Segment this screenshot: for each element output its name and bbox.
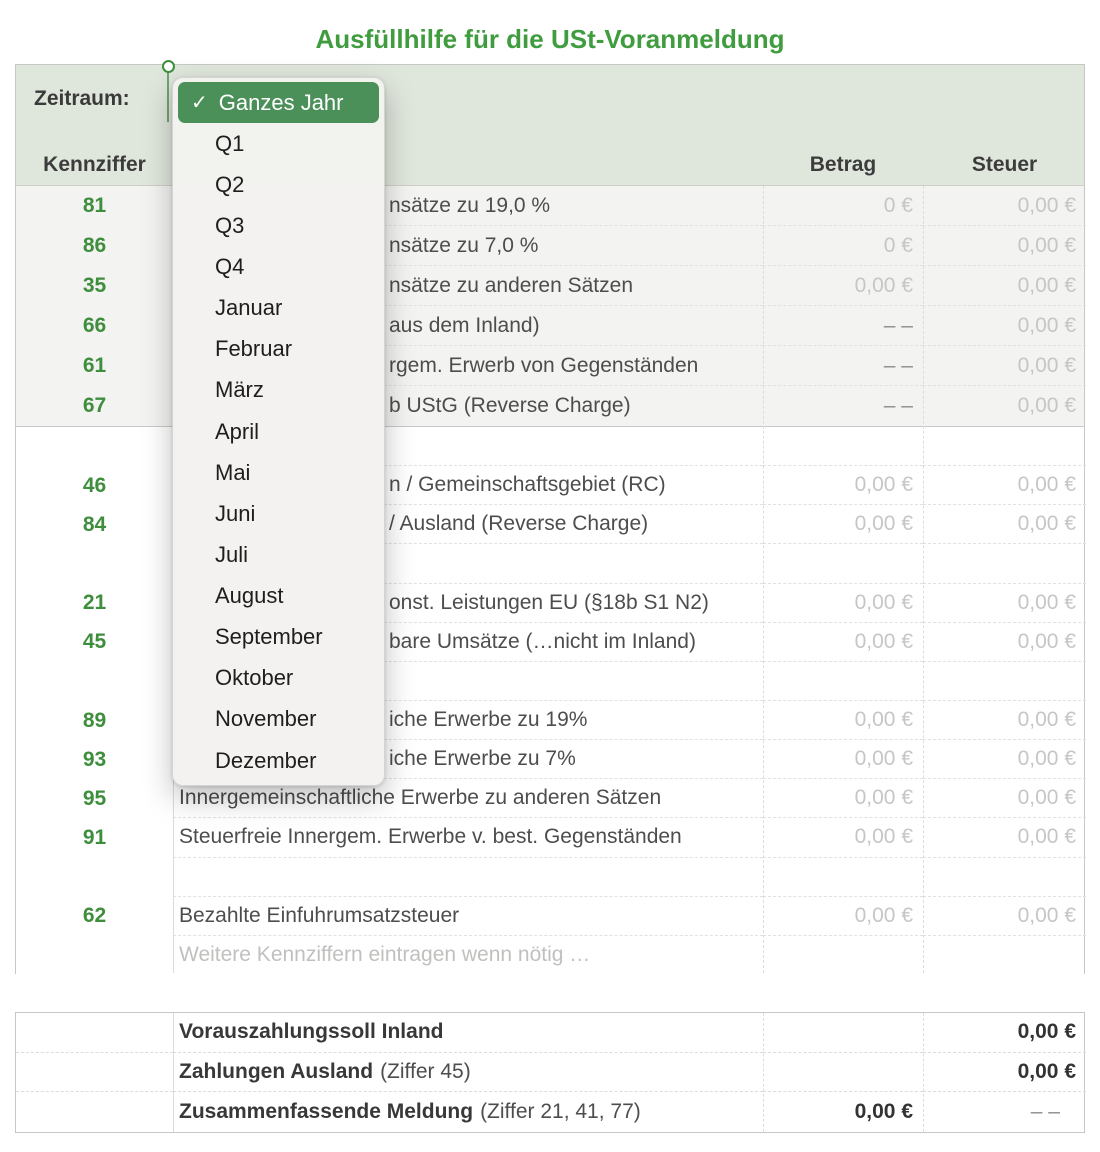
kennziffer-cell[interactable]: 86 — [82, 234, 107, 257]
summary-betrag-cell[interactable] — [763, 1053, 923, 1093]
menu-item-märz[interactable] — [173, 370, 384, 411]
betrag-cell[interactable] — [763, 936, 923, 975]
kennziffer-cell[interactable]: 35 — [82, 274, 107, 297]
betrag-cell[interactable]: – – — [763, 346, 923, 386]
kennziffer-cell[interactable]: 89 — [82, 708, 107, 732]
checkmark-icon: ✓ — [191, 92, 208, 115]
column-header-kennziffer: Kennziffer — [43, 153, 146, 176]
column-header-betrag: Betrag — [809, 153, 877, 176]
menu-item-label: September — [215, 624, 323, 650]
cell-selection-handle[interactable] — [162, 60, 175, 73]
betrag-cell[interactable]: 0,00 € — [763, 505, 923, 544]
menu-item-oktober[interactable] — [173, 658, 384, 699]
menu-item-q1[interactable] — [173, 123, 384, 164]
menu-item-label: April — [215, 418, 260, 444]
description-cell[interactable]: bare Umsätze (…nicht im Inland) — [173, 623, 763, 662]
betrag-cell[interactable]: 0,00 € — [763, 623, 923, 662]
description-cell[interactable]: n / Gemeinschaftsgebiet (RC) — [173, 466, 763, 505]
description-cell[interactable]: / Ausland (Reverse Charge) — [173, 505, 763, 544]
kennziffer-cell[interactable]: 93 — [82, 747, 107, 771]
kennziffer-cell[interactable] — [16, 544, 173, 583]
steuer-cell[interactable]: 0,00 € — [923, 701, 1086, 740]
menu-item-q3[interactable] — [173, 205, 384, 246]
summary-betrag-cell[interactable]: 0,00 € — [854, 1100, 913, 1124]
menu-item-august[interactable] — [173, 576, 384, 617]
menu-item-juli[interactable] — [173, 534, 384, 575]
steuer-cell[interactable]: 0,00 € — [923, 226, 1086, 266]
summary-label-bold: Zusammenfassende Meldung — [179, 1100, 474, 1124]
kennziffer-cell[interactable]: 46 — [82, 473, 107, 497]
steuer-cell[interactable]: 0,00 € — [923, 266, 1086, 306]
steuer-cell[interactable] — [923, 662, 1086, 701]
empty-cell[interactable] — [16, 1092, 173, 1132]
steuer-cell[interactable]: 0,00 € — [923, 466, 1086, 505]
menu-item-september[interactable] — [173, 617, 384, 658]
menu-item-label: Q1 — [215, 130, 245, 156]
menu-item-label: Oktober — [215, 665, 294, 691]
selected-cell-border — [167, 66, 169, 122]
steuer-cell[interactable] — [923, 427, 1086, 466]
menu-item-label: November — [215, 706, 317, 732]
menu-item-ganzes-jahr[interactable] — [178, 82, 379, 123]
menu-item-label: Juli — [215, 541, 249, 567]
betrag-cell[interactable]: 0,00 € — [763, 897, 923, 936]
betrag-cell[interactable] — [763, 858, 923, 897]
menu-item-label: Q4 — [215, 254, 245, 280]
column-divider — [763, 1013, 764, 1132]
betrag-cell[interactable]: 0 € — [763, 226, 923, 266]
menu-item-q4[interactable] — [173, 247, 384, 288]
steuer-cell[interactable]: 0,00 € — [923, 505, 1086, 544]
betrag-cell[interactable] — [763, 662, 923, 701]
menu-item-februar[interactable] — [173, 329, 384, 370]
summary-label-cell[interactable] — [173, 1013, 763, 1053]
menu-item-label: Q2 — [215, 171, 245, 197]
column-divider — [923, 186, 924, 973]
steuer-cell[interactable]: 0,00 € — [923, 346, 1086, 386]
description-cell[interactable] — [173, 858, 763, 897]
kennziffer-cell[interactable]: 91 — [82, 825, 107, 849]
menu-item-label: Q3 — [215, 212, 245, 238]
empty-cell[interactable] — [16, 1013, 173, 1053]
betrag-cell[interactable]: 0,00 € — [763, 466, 923, 505]
description-cell[interactable]: Weitere Kennziffern eintragen wenn nötig … — [179, 943, 591, 967]
steuer-cell[interactable] — [923, 858, 1086, 897]
column-divider — [173, 1013, 174, 1132]
steuer-cell[interactable]: 0,00 € — [923, 623, 1086, 662]
steuer-cell[interactable]: 0,00 € — [1017, 394, 1076, 417]
summary-label-bold: Zahlungen Ausland — [179, 1060, 374, 1083]
betrag-cell[interactable]: 0,00 € — [763, 740, 923, 779]
column-divider — [763, 186, 764, 973]
kennziffer-cell[interactable]: 21 — [82, 591, 107, 615]
betrag-cell[interactable]: 0,00 € — [763, 266, 923, 306]
kennziffer-cell[interactable]: 81 — [82, 194, 107, 217]
description-cell[interactable]: aus dem Inland) — [173, 306, 763, 346]
summary-label-cell[interactable] — [173, 1092, 763, 1132]
betrag-cell[interactable]: 0 € — [763, 186, 923, 226]
betrag-cell[interactable] — [763, 427, 923, 466]
menu-item-label: Februar — [215, 336, 293, 362]
menu-item-juni[interactable] — [173, 493, 384, 534]
betrag-cell[interactable]: 0,00 € — [763, 818, 923, 857]
summary-betrag-cell[interactable] — [763, 1013, 923, 1053]
description-cell[interactable]: nsätze zu anderen Sätzen — [173, 266, 763, 306]
kennziffer-cell[interactable]: 84 — [82, 512, 107, 536]
summary-table — [15, 1012, 1085, 1133]
betrag-cell[interactable]: 0,00 € — [763, 779, 923, 818]
menu-item-q2[interactable] — [173, 164, 384, 205]
kennziffer-cell[interactable] — [16, 936, 173, 975]
kennziffer-cell[interactable]: 66 — [82, 314, 107, 337]
menu-item-label: Juni — [215, 500, 256, 526]
steuer-cell[interactable]: 0,00 € — [923, 740, 1086, 779]
empty-cell[interactable] — [16, 1053, 173, 1093]
menu-item-april[interactable] — [173, 411, 384, 452]
steuer-cell[interactable]: 0,00 € — [923, 818, 1086, 857]
column-header-steuer: Steuer — [971, 153, 1038, 176]
column-divider — [923, 1013, 924, 1132]
betrag-cell[interactable] — [763, 544, 923, 583]
zeitraum-label: Zeitraum: — [34, 87, 130, 110]
zeitraum-dropdown-menu — [172, 77, 385, 786]
description-cell[interactable]: nsätze zu 19,0 % — [173, 186, 763, 226]
steuer-cell[interactable] — [923, 936, 1086, 975]
menu-item-label: Dezember — [215, 747, 317, 773]
menu-item-label: Mai — [215, 459, 251, 485]
description-cell[interactable]: b UStG (Reverse Charge) — [389, 394, 631, 417]
steuer-cell[interactable]: 0,00 € — [923, 306, 1086, 346]
menu-item-label: August — [215, 583, 284, 609]
kennziffer-cell[interactable]: 45 — [82, 630, 107, 654]
summary-steuer-cell[interactable]: 0,00 € — [923, 1053, 1086, 1093]
kennziffer-cell[interactable]: 62 — [82, 904, 107, 928]
steuer-cell[interactable]: 0,00 € — [923, 897, 1086, 936]
description-cell[interactable]: iche Erwerbe zu 19% — [173, 701, 763, 740]
betrag-cell[interactable]: – – — [883, 394, 913, 417]
kennziffer-cell[interactable] — [16, 858, 173, 897]
steuer-cell[interactable] — [923, 544, 1086, 583]
menu-item-label: Januar — [215, 295, 283, 321]
kennziffer-cell[interactable]: 95 — [82, 786, 107, 810]
summary-label-normal: (Ziffer 45) — [380, 1060, 471, 1083]
summary-steuer-cell[interactable]: – – — [1030, 1100, 1060, 1124]
menu-item-label: Ganzes Jahr — [218, 89, 344, 115]
betrag-cell[interactable]: – – — [763, 306, 923, 346]
summary-label-cell[interactable] — [173, 1053, 763, 1093]
steuer-cell[interactable]: 0,00 € — [923, 584, 1086, 623]
description-cell[interactable]: Innergemeinschaftliche Erwerbe zu anderen Sätzen — [173, 779, 763, 818]
steuer-cell[interactable]: 0,00 € — [923, 779, 1086, 818]
kennziffer-cell[interactable]: 61 — [82, 354, 107, 377]
description-cell[interactable]: rgem. Erwerb von Gegenständen — [173, 346, 763, 386]
kennziffer-cell[interactable] — [16, 662, 173, 701]
description-cell[interactable]: Bezahlte Einfuhrumsatzsteuer — [173, 897, 763, 936]
page-title: Ausfüllhilfe für die USt-Voranmeldung — [315, 24, 785, 54]
betrag-cell[interactable]: 0,00 € — [763, 701, 923, 740]
menu-item-januar[interactable] — [173, 288, 384, 329]
description-cell[interactable]: Steuerfreie Innergem. Erwerbe v. best. Gegenständen — [173, 818, 763, 857]
steuer-cell[interactable]: 0,00 € — [923, 186, 1086, 226]
description-cell[interactable]: onst. Leistungen EU (§18b S1 N2) — [173, 584, 763, 623]
menu-item-label: März — [215, 377, 264, 403]
menu-item-dezember[interactable] — [173, 740, 384, 781]
description-cell[interactable]: nsätze zu 7,0 % — [173, 226, 763, 266]
menu-item-november[interactable] — [173, 699, 384, 740]
description-cell[interactable]: iche Erwerbe zu 7% — [173, 740, 763, 779]
summary-steuer-cell[interactable]: 0,00 € — [923, 1013, 1086, 1053]
betrag-cell[interactable]: 0,00 € — [763, 584, 923, 623]
menu-item-mai[interactable] — [173, 452, 384, 493]
summary-label-normal: (Ziffer 21, 41, 77) — [480, 1100, 641, 1124]
kennziffer-cell[interactable]: 67 — [82, 394, 107, 417]
kennziffer-cell[interactable] — [16, 427, 173, 466]
summary-label-bold: Vorauszahlungssoll Inland — [179, 1020, 444, 1044]
